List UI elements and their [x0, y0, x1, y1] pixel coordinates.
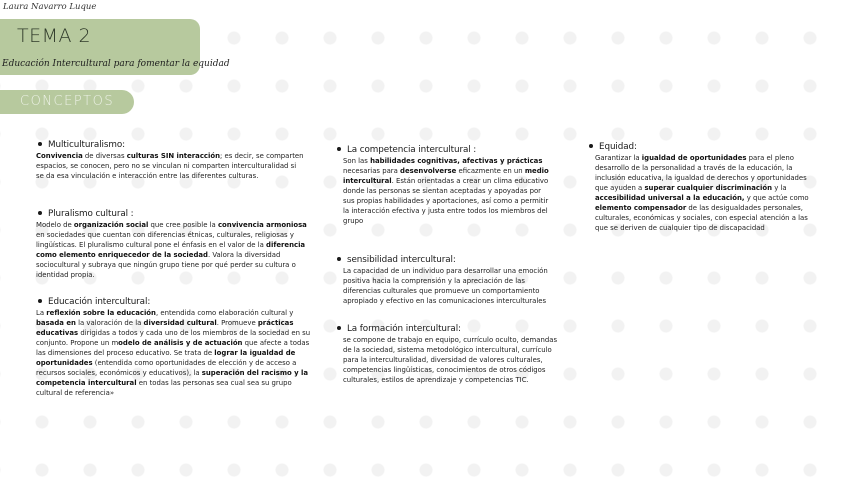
section-title: Pluralismo cultural :	[48, 209, 134, 219]
emphasis-text: reflexión sobre la educación	[46, 309, 156, 317]
emphasis-text: igualdad de oportunidades	[641, 154, 747, 162]
emphasis-text: habilidades cognitivas, afectivas y prácticas	[370, 157, 543, 165]
section-body	[36, 151, 304, 181]
tema-title: TEMA 2	[17, 25, 92, 47]
body-text: para el pleno desarrollo de la personalidad a través de la educación, la inclusión educativa, la igualdad de derechos y oportunidades que ayuden a	[595, 154, 807, 192]
bullet-icon	[337, 326, 341, 330]
section-title: sensibilidad intercultural:	[347, 255, 456, 265]
body-text: La capacidad de un individuo para desarrollar una emoción positiva hacia la comprensión y la apreciación de las diferencias culturales que promueve un comportamiento apropiado y efectivo en las comunicaciones interculturales	[343, 267, 548, 305]
body-text: Garantizar la	[595, 154, 642, 162]
section-formacion-intercultural	[343, 324, 568, 385]
conceptos-label: CONCEPTOS	[20, 94, 115, 109]
body-text: dirigidas a todos y cada uno de los miembros de la sociedad en su conjunto. Propone un m	[36, 329, 311, 347]
body-text: que cree posible la	[148, 221, 218, 229]
bullet-icon	[337, 147, 341, 151]
section-title: Educación intercultural:	[48, 297, 151, 307]
bullet-icon	[38, 142, 42, 146]
section-sensibilidad-intercultural	[343, 255, 558, 306]
bullet-icon	[38, 211, 42, 215]
section-equidad	[595, 142, 820, 233]
body-text: , entendida como elaboración cultural y	[155, 309, 294, 317]
body-text: Son las	[343, 157, 371, 165]
section-educacion-intercultural	[36, 297, 321, 398]
body-text: La	[36, 309, 47, 317]
body-text: . Valora la diversidad sociocultural y subraya que ningún grupo tiene por qué perder su cultura o identidad propia.	[36, 251, 296, 279]
section-body	[36, 308, 318, 398]
section-title: Equidad:	[599, 142, 637, 152]
emphasis-text: accesibilidad universal a la educación,	[595, 194, 745, 202]
body-text: la valoración de la	[75, 319, 144, 327]
section-body	[343, 156, 553, 226]
emphasis-text: medio intercultural	[343, 167, 549, 185]
section-title: Multiculturalismo:	[48, 140, 125, 150]
emphasis-text: prácticas educativas	[36, 319, 294, 337]
emphasis-text: odelo de análisis y de actuación	[118, 339, 243, 347]
emphasis-text: lograr la igualdad de oportunidades	[36, 349, 296, 367]
body-text: . Están orientadas a crear un clima educativo donde las personas se sientan aceptadas y apoyadas por sus propias habilidades y aportaciones, así como a permitir la interacción efectiva y justa entre todos los miembros del grupo	[343, 177, 549, 225]
body-text: de diversas	[82, 152, 127, 160]
tema-subtitle: Educación Intercultural para fomentar la equidad	[2, 59, 230, 69]
emphasis-text: culturas SIN interacción	[126, 152, 220, 160]
emphasis-text: Convivencia	[36, 152, 83, 160]
body-text: eficazmente en un	[456, 167, 525, 175]
tema-header	[0, 19, 230, 75]
body-text: que afecte a todas las dimensiones del proceso educativo. Se trata de	[36, 339, 310, 357]
section-body	[595, 153, 817, 233]
body-text: de las desigualdades personales, culturales, económicas y sociales, con especial atención a las que se deriven de cualquier tipo de discapacidad	[595, 204, 808, 232]
emphasis-text: convivencia armoniosa	[217, 221, 307, 229]
body-text: necesarias para	[343, 167, 401, 175]
section-title: La formación intercultural:	[347, 324, 461, 334]
emphasis-text: diferencia como elemento enriquecedor de la sociedad	[36, 241, 306, 259]
body-text: en todas las personas sea cual sea su grupo cultural de referencia»	[36, 379, 292, 397]
author-name: Laura Navarro Luque	[3, 2, 97, 12]
body-text: . Promueve	[216, 319, 258, 327]
body-text: y que actúe como	[744, 194, 809, 202]
body-text: y la	[772, 184, 787, 192]
section-pluralismo	[36, 209, 311, 280]
emphasis-text: superar cualquier discriminación	[644, 184, 772, 192]
conceptos-header	[0, 90, 134, 114]
section-competencia-intercultural	[343, 145, 553, 226]
bullet-icon	[337, 257, 341, 261]
emphasis-text: elemento compensador	[595, 204, 687, 212]
section-body	[343, 266, 555, 306]
bullet-icon	[589, 144, 593, 148]
body-text: se compone de trabajo en equipo, currículo oculto, demandas de la sociedad, sistema metodológico intercultural, currículo para la interculturalidad, diversidad de valores culturales, competencias lingüísticas, conocimientos de otros códigos culturales, estilos de aprendizaje y competencias TIC.	[343, 336, 558, 384]
section-title: La competencia intercultural :	[347, 145, 477, 155]
emphasis-text: superación del racismo y la competencia intercultural	[36, 369, 309, 387]
section-body	[343, 335, 566, 385]
emphasis-text: organización social	[73, 221, 149, 229]
body-text: Modelo de	[36, 221, 74, 229]
body-text: (entendida como oportunidades de elección y de acceso a recursos sociales, económicos y educativos), la	[36, 359, 297, 377]
emphasis-text: basada en	[36, 319, 76, 327]
emphasis-text: diversidad cultural	[143, 319, 217, 327]
bullet-icon	[38, 299, 42, 303]
section-body	[36, 220, 308, 280]
body-text: ; es decir, se comparten espacios, se conocen, pero no se vinculan ni comparten interculturalidad si se da esa vinculación e interacción entre las diferentes culturas.	[36, 152, 304, 180]
body-text: en sociedades que cuentan con diferencias étnicas, culturales, religiosas y lingüísticas. El pluralismo cultural pone el énfasis en el valor de la	[36, 231, 294, 249]
section-multiculturalismo	[36, 140, 306, 181]
emphasis-text: desenvolverse	[400, 167, 457, 175]
